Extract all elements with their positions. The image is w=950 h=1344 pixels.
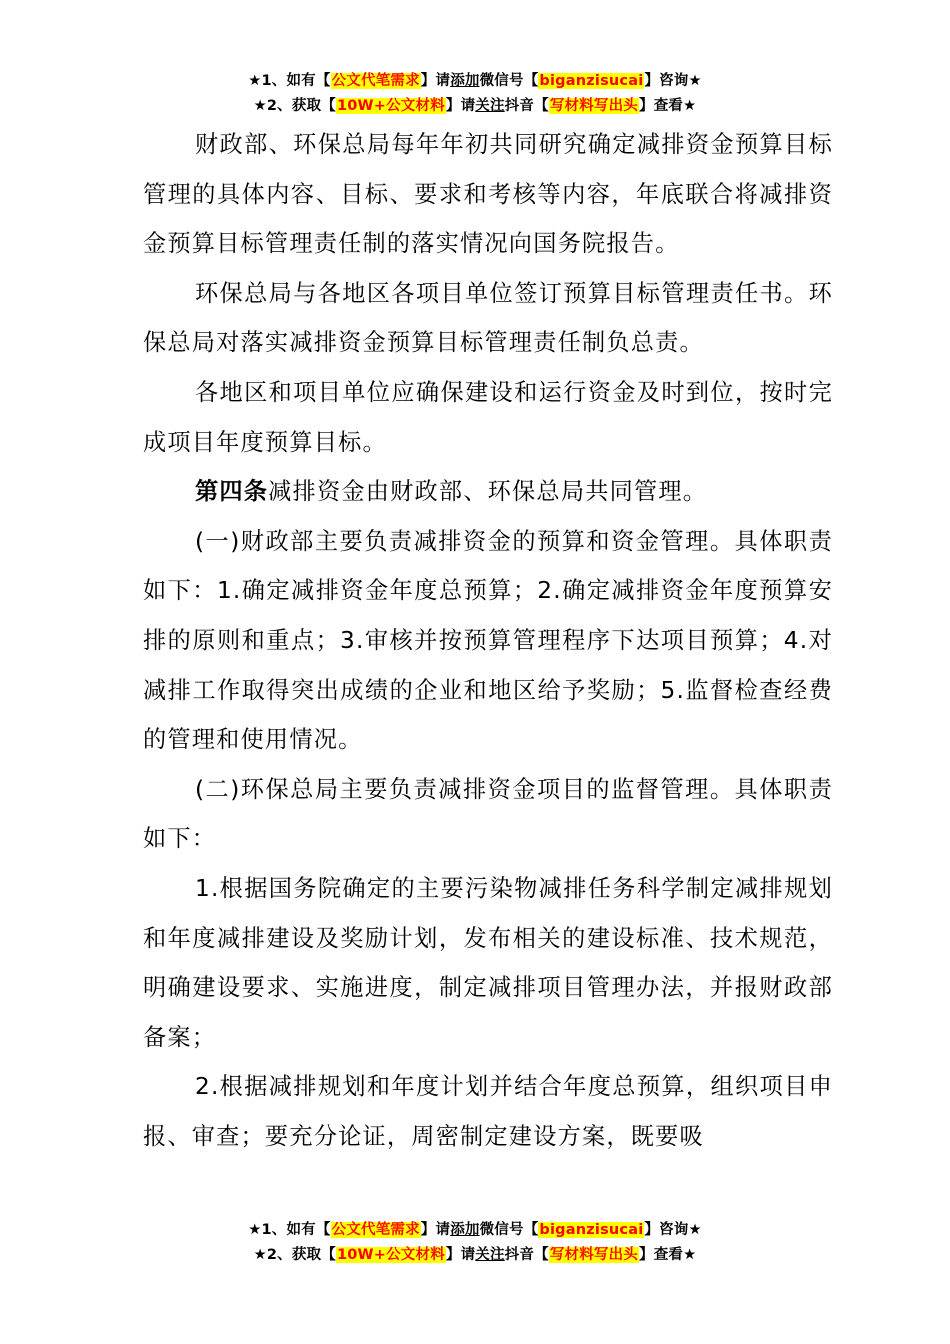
highlight-douyin: 写材料写出头: [549, 98, 639, 114]
highlight-wechat-id: biganzisucai: [539, 73, 644, 89]
paragraph: 各地区和项目单位应确保建设和运行资金及时到位，按时完成项目年度预算目标。: [143, 378, 833, 456]
header-banner: [0, 69, 950, 119]
document-body: [143, 120, 833, 1161]
paragraph: 环保总局与各地区各项目单位签订预算目标管理责任书。环保总局对落实减排资金预算目标管理责任制负总责。: [143, 279, 833, 357]
banner-line-2: ★2、获取【10W+公文材料】请关注抖音【写材料写出头】查看★: [253, 1247, 697, 1263]
paragraph: 2.根据减排规划和年度计划并结合年度总预算，组织项目申报、审查；要充分论证，周密制定建设方案，既要吸: [143, 1073, 833, 1150]
banner-line-1: ★1、如有【公文代笔需求】请添加微信号【biganzisucai】咨询★: [248, 1222, 702, 1238]
banner-line-2: ★2、获取【10W+公文材料】请关注抖音【写材料写出头】查看★: [253, 98, 697, 114]
highlight-service: 公文代笔需求: [331, 1222, 420, 1238]
highlight-wechat-id: biganzisucai: [539, 1222, 644, 1238]
highlight-service: 公文代笔需求: [331, 73, 420, 89]
paragraph: 财政部、环保总局每年年初共同研究确定减排资金预算目标管理的具体内容、目标、要求和考核等内容，年底联合将减排资金预算目标管理责任制的落实情况向国务院报告。: [143, 131, 833, 258]
paragraph: (一)财政部主要负责减排资金的预算和资金管理。具体职责如下：1.确定减排资金年度总预算；2.确定减排资金年度预算安排的原则和重点；3.审核并按预算管理程序下达项目预算；4.对减排工作取得突出成绩的企业和地区给予奖励；5.监督检查经费的管理和使用情况。: [143, 527, 833, 754]
footer-banner: [0, 1218, 950, 1268]
banner-line-1: ★1、如有【公文代笔需求】请添加微信号【biganzisucai】咨询★: [248, 73, 702, 89]
highlight-materials: 10W+公文材料: [336, 98, 445, 114]
article-four-heading: 第四条减排资金由财政部、环保总局共同管理。: [195, 478, 708, 506]
highlight-materials: 10W+公文材料: [336, 1247, 445, 1263]
paragraph: 1.根据国务院确定的主要污染物减排任务科学制定减排规划和年度减排建设及奖励计划，发布相关的建设标准、技术规范，明确建设要求、实施进度，制定减排项目管理办法，并报财政部备案；: [143, 874, 833, 1051]
paragraph: (二)环保总局主要负责减排资金项目的监督管理。具体职责如下：: [143, 775, 833, 853]
highlight-douyin: 写材料写出头: [549, 1247, 639, 1263]
article-number: 第四条: [195, 478, 269, 506]
